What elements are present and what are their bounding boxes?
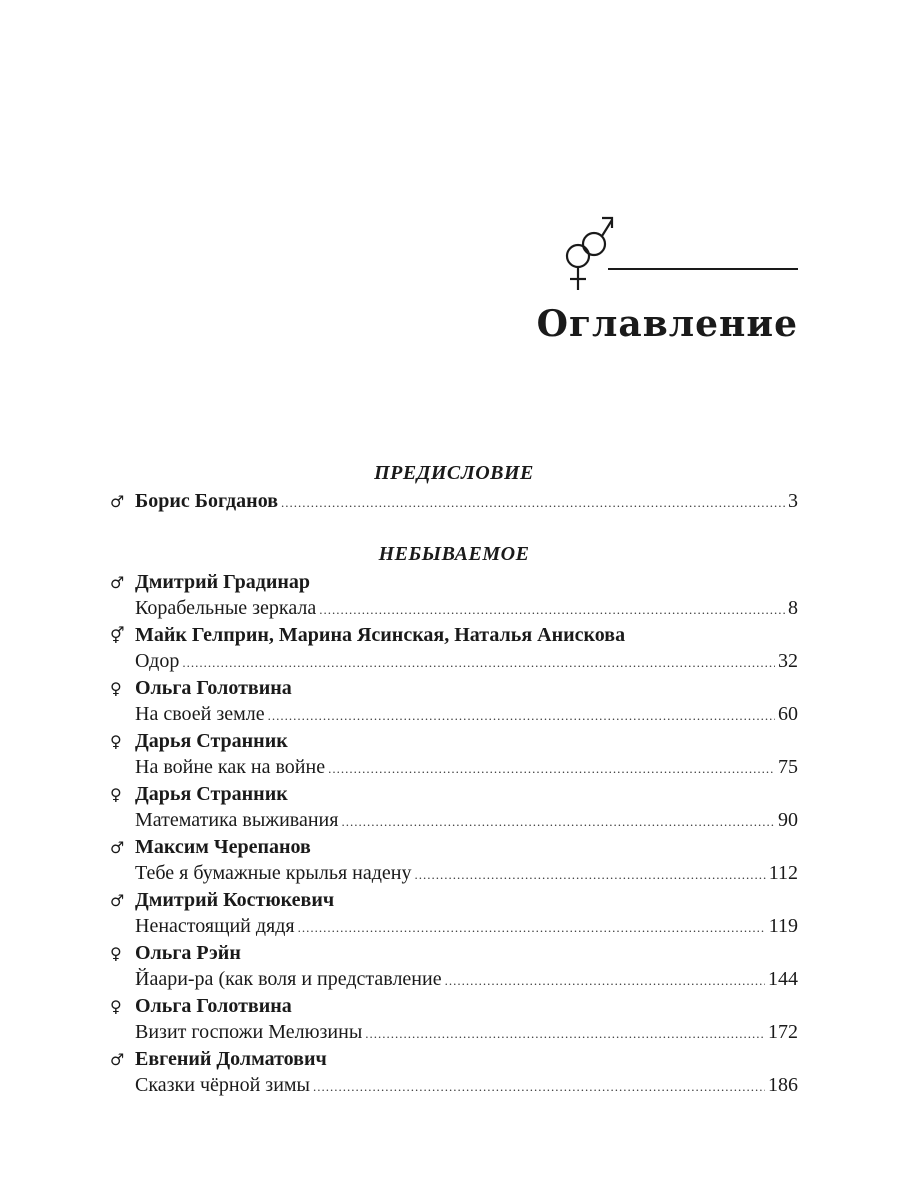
entry-title: Математика выживания: [135, 809, 339, 831]
entry-author: Ольга Голотвина: [135, 994, 292, 1017]
toc-entry[interactable]: [110, 754, 798, 781]
male-symbol-icon: ♂: [110, 492, 125, 511]
toc-entry-author: [110, 728, 798, 755]
entry-page-number: 8: [788, 597, 798, 619]
female-symbol-icon: ♀: [110, 943, 122, 963]
entry-author: Дмитрий Градинар: [135, 570, 311, 593]
dot-leader: [313, 1074, 765, 1101]
male-symbol-icon: ♂: [110, 837, 125, 857]
entry-page-number: 60: [778, 703, 798, 725]
entry-title: Сказки чёрной зимы: [135, 1074, 310, 1096]
toc-entry-author: [110, 940, 798, 967]
male-female-symbol-icon: [558, 212, 618, 294]
entry-title: Йаари-ра (как воля и представление: [135, 968, 442, 990]
entry-page-number: 172: [768, 1021, 798, 1043]
entry-page-number: 119: [768, 915, 798, 937]
entry-page-number: 144: [768, 968, 798, 990]
entry-page-number: 32: [778, 650, 798, 672]
entry-title: На своей земле: [135, 703, 265, 725]
dot-leader: [415, 862, 766, 889]
toc-entry[interactable]: [110, 913, 798, 940]
entry-author: Дарья Странник: [135, 782, 288, 805]
dot-leader: [182, 650, 775, 677]
female-symbol-icon: ♀: [110, 731, 122, 751]
entry-page-number: 75: [778, 756, 798, 778]
entry-author: Дарья Странник: [135, 729, 288, 752]
toc-entry-author: [110, 887, 798, 914]
toc-entry-author: [110, 993, 798, 1020]
entry-author: Евгений Долматович: [135, 1047, 327, 1070]
male-symbol-icon: ♂: [110, 890, 125, 910]
female-symbol-icon: ♀: [110, 784, 122, 804]
female-symbol-icon: ♀: [110, 996, 122, 1016]
entry-title: Ненастоящий дядя: [135, 915, 295, 937]
entry-author: Ольга Рэйн: [135, 941, 241, 964]
dot-leader: [298, 915, 766, 942]
dot-leader: [328, 756, 775, 783]
toc-entry-author: [110, 781, 798, 808]
entry-title: Корабельные зеркала: [135, 597, 317, 619]
dot-leader: [341, 809, 775, 836]
toc-entry[interactable]: [110, 966, 798, 993]
dot-leader: [268, 703, 775, 730]
toc-entry[interactable]: [110, 807, 798, 834]
entry-title: На войне как на войне: [135, 756, 326, 778]
entry-page-number: 3: [788, 490, 798, 512]
dot-leader: [319, 597, 785, 624]
toc-entry-author: [110, 834, 798, 861]
entry-title: Тебе я бумажные крылья надену: [135, 862, 412, 884]
toc-entry-author: [110, 569, 798, 596]
toc-entry[interactable]: [110, 595, 798, 622]
toc-entry[interactable]: [110, 488, 798, 515]
entry-author: Максим Черепанов: [135, 835, 311, 858]
entry-page-number: 90: [778, 809, 798, 831]
entry-author: Майк Гелприн, Марина Ясинская, Наталья Анискова: [135, 623, 626, 646]
section-heading-foreword: ПРЕДИСЛОВИЕ: [374, 462, 534, 484]
toc-entry[interactable]: [110, 648, 798, 675]
entry-author: Борис Богданов: [135, 490, 278, 512]
toc-entry-author: [110, 1046, 798, 1073]
toc-entry[interactable]: [110, 701, 798, 728]
dot-leader: [445, 968, 765, 995]
dot-leader: [281, 490, 785, 517]
toc-entry-author: [110, 675, 798, 702]
toc-entry[interactable]: [110, 860, 798, 887]
toc-entry[interactable]: [110, 1019, 798, 1046]
entry-author: Дмитрий Костюкевич: [135, 888, 335, 911]
title-rule: [608, 268, 798, 270]
entry-title: Визит госпожи Мелюзины: [135, 1021, 363, 1043]
female-symbol-icon: ♀: [110, 678, 122, 698]
male-symbol-icon: ♂: [110, 1049, 125, 1069]
male-symbol-icon: ♂: [110, 572, 125, 592]
section-heading-nebyvaemoe: НЕБЫВАЕМОЕ: [378, 542, 530, 565]
entry-page-number: 112: [768, 862, 798, 884]
entry-author: Ольга Голотвина: [135, 676, 292, 699]
dot-leader: [365, 1021, 765, 1048]
entry-page-number: 186: [768, 1074, 798, 1096]
toc-entry[interactable]: [110, 1072, 798, 1099]
entry-title: Одор: [135, 650, 180, 672]
toc-entry-author: [110, 622, 798, 649]
page-title: Оглавление: [536, 303, 798, 345]
table-of-contents: [110, 458, 798, 1099]
male-female-symbol-icon: ⚥: [110, 625, 125, 645]
